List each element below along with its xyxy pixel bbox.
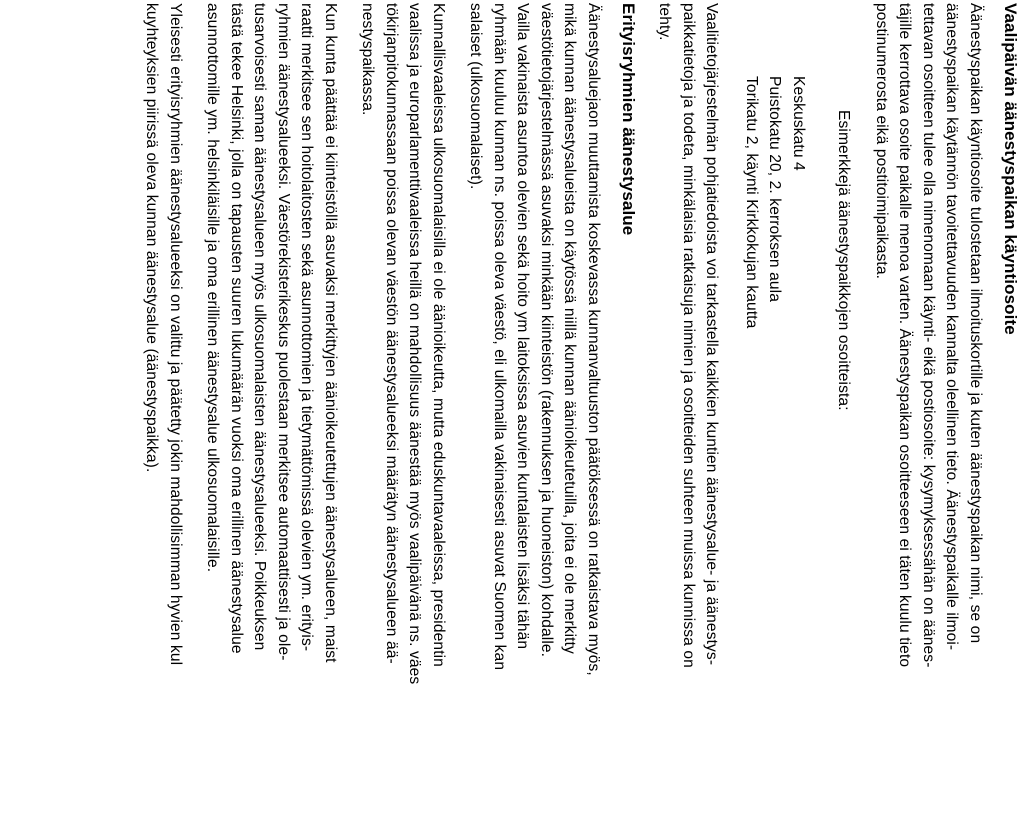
text-line: Vaalitietojärjestelmän pohjatiedoista voi tarkastella kaikkien kuntien äänestysalue- ja äänestys-	[703, 3, 721, 666]
paragraph-special-groups-2	[356, 3, 450, 833]
text-line: raatti merkitsee sen hoitolaitosten sekä asunnottomien ja tietymättömissä olevien ym. erityis-	[298, 3, 316, 652]
text-line: nestyspaikassa.	[359, 3, 377, 116]
text-line: asunnottomille ym. helsinkiläisille ja oma erillinen äänestysalue ulkosuomalaisille.	[204, 3, 222, 573]
section-heading-special-groups: Erityisryhmien äänestysalue	[619, 3, 638, 236]
paragraph-special-groups-1	[464, 3, 605, 833]
text-line: tökirjanpitokunnassaan poissa olevan väestön äänestysalueeksi määrätyn äänestysalueen ää-	[383, 3, 400, 664]
text-line: tehty.	[656, 3, 674, 41]
text-line: postinumerosta eikä postitoimipaikasta.	[873, 3, 890, 280]
text-line: Kunnallisvaaleissa ulkosuomalaisilla ei ole äänioikeutta, mutta eduskuntavaaleissa, presidentin	[430, 3, 447, 667]
text-line: tusarvoisesti saman äänestysalueen myös ulkosuomalaisten äänestysalueeksi. Poikkeuksen	[251, 3, 269, 651]
example-address: Torikatu 2, käynti Kirkkokujan kautta	[743, 76, 760, 329]
examples-heading: Esimerkkejä äänestyspaikkojen osoitteista:	[835, 110, 853, 411]
example-address: Keskuskatu 4	[790, 76, 807, 171]
paragraph-address-intro	[870, 3, 988, 833]
text-line: ryhmien äänestysalueeksi. Väestörekisterikeskus puolestaan merkitsee automaattisesti ja ole-	[275, 3, 292, 661]
text-line: Yleisesti erityisryhmien äänestysalueeksi on valittu ja päätetty jokin mahdollisimman hyvien kul	[167, 3, 184, 666]
text-line: Äänestysaluejaon muuttamista koskevassa kunnanvaltuuston päätöksessä on ratkaistava myös,	[585, 3, 602, 676]
section-heading-polling-place-address: Vaalipäivän äänestyspaikan käyntiosoite	[1001, 3, 1020, 335]
examples-list	[740, 76, 811, 833]
paragraph-system-lookup	[653, 3, 724, 833]
text-line: mikä kunnan äänestysalueista on käytössä niillä kunnan äänioikeutetuilla, joita ei ole merkitty	[561, 3, 579, 654]
example-address: Puistokatu 20, 2. kerroksen aula	[766, 76, 784, 302]
text-line: Vailla vakinaista asuntoa olevien sekä hoito ym laitoksissa asuvien kuntalaisten lisäksi tähän	[514, 3, 532, 650]
text-line: ryhmään kuuluu kunnan ns. poissa oleva väestö, eli ulkomailla vakinaisesti asuvat Suomen kan	[491, 3, 508, 671]
text-line: väestötietojärjestelmässä asuvaksi minkään kiinteistön (rakennuksen ja huoneiston) kohdalle.	[538, 3, 555, 658]
text-line: tästä tekee Helsinki, jolla on tapausten suuren lukumäärän vuoksi oma erillinen äänestysalue	[228, 3, 245, 654]
text-line: Kun kunta päättää ei kiinteistöllä asuvaksi merkittyjen äänioikeutettujen äänestysalueen, maist	[322, 3, 339, 663]
text-line: Äänestyspaikan käyntiosoite tulostetaan ilmoituskortille ja kuten äänestyspaikan nimi, se on	[967, 3, 984, 644]
paragraph-special-groups-4	[140, 3, 187, 833]
text-line: täjille kerrottava osoite paikalle menoa varten. Äänestyspaikan osoitteeseen ei täten kuulu tieto	[896, 3, 914, 668]
text-line: tettavan osoitteen tulee olla nimenomaan käynti- eikä postiosoite: kysymyksessähän on äänes-	[920, 3, 937, 668]
paragraph-special-groups-3	[201, 3, 342, 833]
text-line: salaiset (ulkosuomalaiset).	[467, 3, 485, 190]
text-line: paikkatietoja ja todeta, minkälaisia ratkaisuja nimien ja osoitteiden suhteen muissa kunnissa on	[680, 3, 697, 668]
text-line: kuyhteyksien piirissä oleva kunnan äänestysalue (äänestyspaikka).	[143, 3, 161, 473]
text-line: äänestyspaikan käytännön tavoitettavuuden kannalta oleellinen tieto. Äänestyspaikalle ilmoi-	[943, 3, 961, 651]
text-line: vaalissa ja europarlamenttivaaleissa heillä on mahdollisuus äänestää myös vaalipäivänä ns. väes	[406, 3, 424, 685]
